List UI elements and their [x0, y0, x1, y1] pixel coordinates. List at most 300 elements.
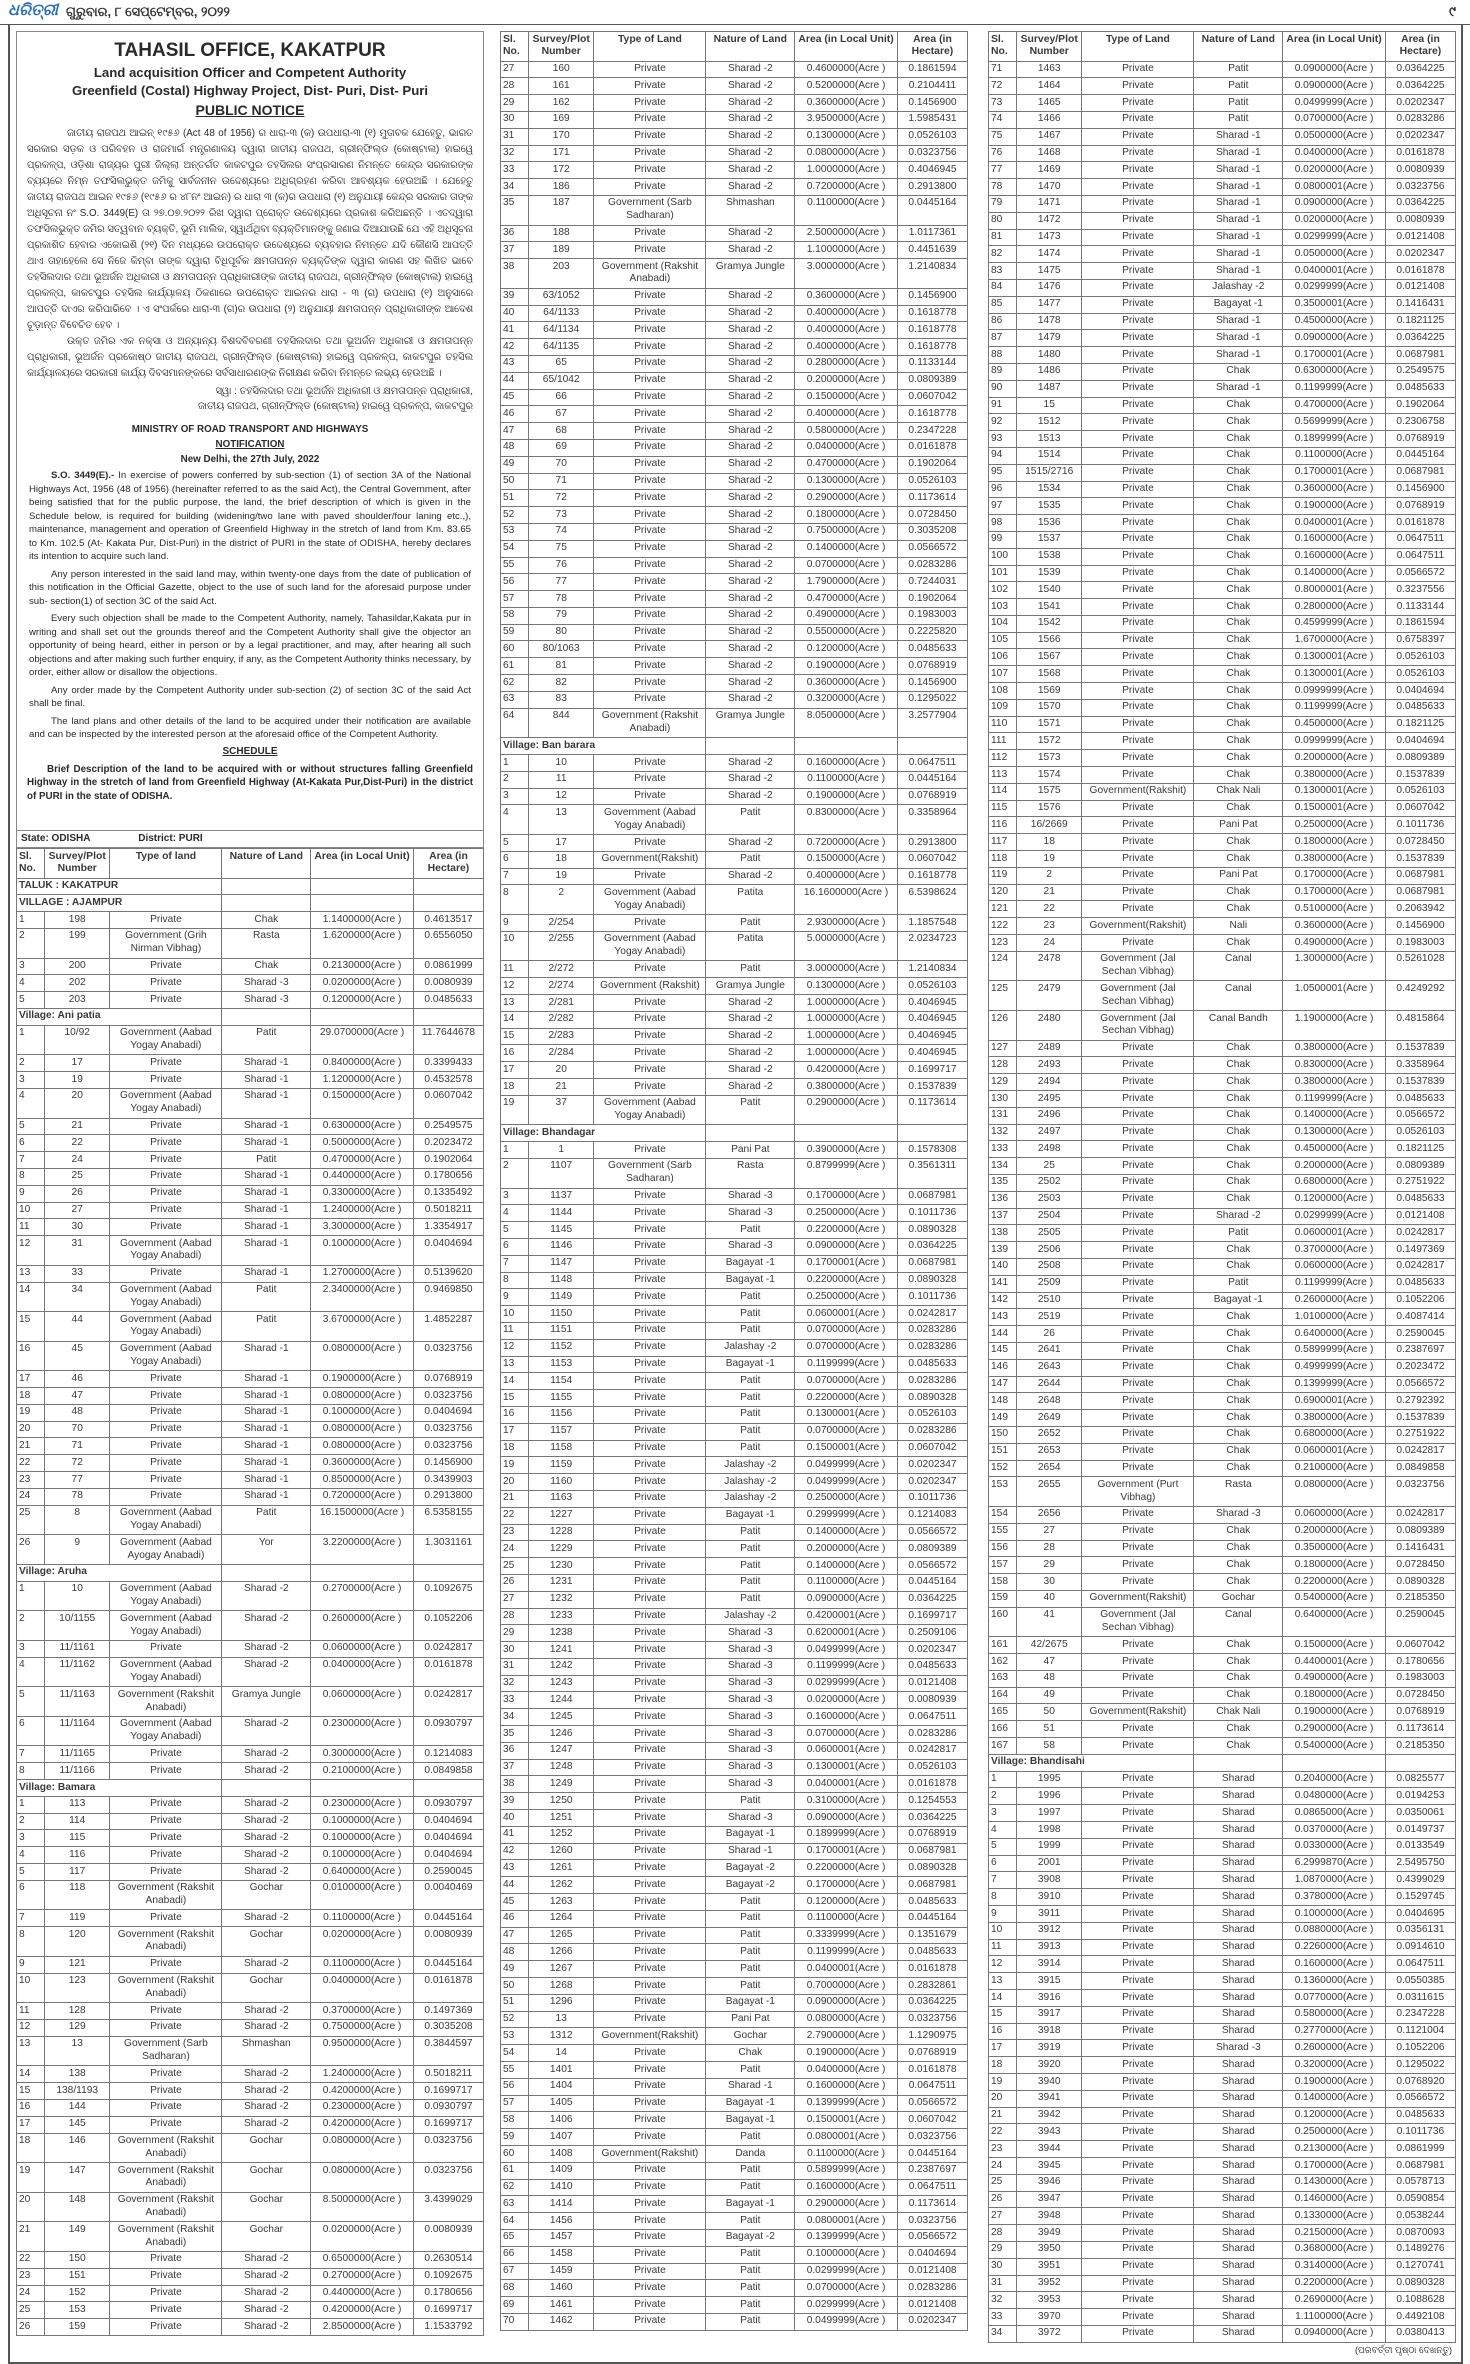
sl-no: 5: [17, 992, 45, 1009]
table-row: [17, 1455, 484, 1472]
sl-no: 46: [501, 1910, 529, 1927]
nature-of-land: Sharad -2: [706, 339, 795, 356]
nature-of-land: Patit: [1194, 61, 1283, 78]
sl-no: 10: [17, 1202, 45, 1219]
empty-cell: [1194, 1754, 1283, 1771]
area-local-unit: 0.2900000(Acre ): [1283, 1721, 1386, 1738]
type-of-land: Private: [1082, 1721, 1194, 1738]
nature-of-land: Sharad -2: [706, 305, 795, 322]
survey-plot-number: 1247: [529, 1742, 594, 1759]
survey-plot-number: 1576: [1017, 800, 1082, 817]
area-local-unit: 0.0299999(Acre ): [1283, 279, 1386, 296]
area-local-unit: 0.1600000(Acre ): [795, 1709, 898, 1726]
nature-of-land: Chak: [1194, 851, 1283, 868]
area-local-unit: 0.1700001(Acre ): [1283, 464, 1386, 481]
column-header-nature-of-land: Nature of Land: [1194, 32, 1283, 62]
sl-no: 41: [501, 1826, 529, 1843]
type-of-land: Private: [594, 540, 706, 557]
nature-of-land: Sharad -3: [706, 1776, 795, 1793]
type-of-land: Private: [594, 1356, 706, 1373]
area-hectare: 0.0538244: [1385, 2208, 1455, 2225]
type-of-land: Private: [1082, 1410, 1194, 1427]
area-local-unit: 29.0700000(Acre ): [311, 1025, 414, 1055]
type-of-land: Private: [594, 1490, 706, 1507]
type-of-land: Private: [594, 915, 706, 932]
area-local-unit: 1.1200000(Acre ): [311, 1072, 414, 1089]
column-header-nature-of-land: Nature of Land: [222, 849, 311, 879]
type-of-land: Private: [1082, 1057, 1194, 1074]
area-local-unit: 0.4900000(Acre ): [1283, 935, 1386, 952]
type-of-land: Private: [1082, 1973, 1194, 1990]
column-header-nature-of-land: Nature of Land: [706, 32, 795, 62]
nature-of-land: Bagayat -2: [706, 1877, 795, 1894]
area-hectare: 0.2751922: [1385, 1426, 1455, 1443]
nature-of-land: Chak: [222, 958, 311, 975]
survey-plot-number: 1570: [1017, 699, 1082, 716]
survey-plot-number: 1148: [529, 1272, 594, 1289]
sl-no: 17: [17, 2116, 45, 2133]
area-local-unit: 0.1100000(Acre ): [795, 2146, 898, 2163]
type-of-land: Private: [1082, 1242, 1194, 1259]
empty-cell: [897, 1125, 967, 1142]
sl-no: 25: [17, 1505, 45, 1535]
survey-plot-number: 3913: [1017, 1939, 1082, 1956]
type-of-land: Government (Rakshit Anabadi): [110, 2163, 222, 2193]
area-hectare: 0.1821125: [1385, 1141, 1455, 1158]
area-hectare: 0.2023472: [1385, 1359, 1455, 1376]
area-hectare: 0.0364225: [1385, 61, 1455, 78]
type-of-land: Private: [1082, 380, 1194, 397]
sl-no: 6: [501, 851, 529, 868]
sl-no: 165: [989, 1704, 1017, 1721]
area-hectare: 0.1902064: [897, 591, 967, 608]
table-row: [989, 1460, 1456, 1477]
area-local-unit: 0.1800000(Acre ): [1283, 1557, 1386, 1574]
type-of-land: Private: [1082, 1443, 1194, 1460]
sl-no: 19: [501, 1457, 529, 1474]
table-row: [501, 2162, 968, 2179]
survey-plot-number: 1248: [529, 1759, 594, 1776]
type-of-land: Private: [110, 1135, 222, 1152]
table-row: [989, 1687, 1456, 1704]
sl-no: 41: [501, 322, 529, 339]
survey-plot-number: 17: [529, 835, 594, 852]
table-row: [501, 145, 968, 162]
area-hectare: 0.0768919: [1385, 498, 1455, 515]
sl-no: 148: [989, 1393, 1017, 1410]
area-hectare: 0.0242817: [413, 1640, 483, 1657]
table-row: [989, 2241, 1456, 2258]
area-local-unit: 0.1500000(Acre ): [795, 851, 898, 868]
area-hectare: 0.0768919: [413, 1371, 483, 1388]
type-of-land: Private: [594, 1255, 706, 1272]
nature-of-land: Chak: [1194, 599, 1283, 616]
nature-of-land: Chak: [1194, 1074, 1283, 1091]
nature-of-land: Patit: [706, 1910, 795, 1927]
survey-plot-number: 1514: [1017, 447, 1082, 464]
area-local-unit: 0.0999999(Acre ): [1283, 683, 1386, 700]
area-hectare: 0.0485633: [413, 992, 483, 1009]
nature-of-land: Sharad -1: [1194, 128, 1283, 145]
area-hectare: 0.0323756: [897, 2213, 967, 2230]
survey-plot-number: 1159: [529, 1457, 594, 1474]
area-hectare: 3.2577904: [897, 708, 967, 738]
project-subtitle: Greenfield (Costal) Highway Project, Dist- Puri, Dist- Puri: [71, 83, 429, 98]
area-local-unit: 0.0900000(Acre ): [1283, 61, 1386, 78]
nature-of-land: Sharad -3: [706, 1709, 795, 1726]
area-local-unit: 3.2200000(Acre ): [311, 1535, 414, 1565]
area-hectare: 0.0890328: [897, 1390, 967, 1407]
type-of-land: Private: [1082, 246, 1194, 263]
table-row: [989, 632, 1456, 649]
table-row: [989, 2191, 1456, 2208]
nature-of-land: Sharad -3: [706, 1810, 795, 1827]
area-local-unit: 0.0800000(Acre ): [795, 145, 898, 162]
sl-no: 4: [17, 1088, 45, 1118]
area-local-unit: 1.1900000(Acre ): [1283, 1011, 1386, 1041]
area-hectare: 0.0445164: [897, 1574, 967, 1591]
table-row: [501, 755, 968, 772]
type-of-land: Private: [594, 1322, 706, 1339]
area-local-unit: 0.7000000(Acre ): [795, 1978, 898, 1995]
type-of-land: Private: [594, 523, 706, 540]
nature-of-land: Sharad -1: [222, 1088, 311, 1118]
nature-of-land: Patit: [706, 1222, 795, 1239]
type-of-land: Private: [594, 1692, 706, 1709]
area-local-unit: 0.0400000(Acre ): [311, 1657, 414, 1687]
notification-para-3: Every such objection shall be made to the Competent Authority, namely, Tahasildar,Kakata pur in writing and shall set out the grounds thereof and the Competent Authority shall give the objector an opportunity of being heard, either in person or by a legal practitioner, and may, after hearing all such objections and after making such further enquiry, if any, as the Competent Authority thinks necessary, by order, either allow or disallow the objections.: [29, 613, 471, 678]
sl-no: 3: [501, 1188, 529, 1205]
table-row: [989, 699, 1456, 716]
table-row: [989, 1057, 1456, 1074]
area-local-unit: 0.5800000(Acre ): [795, 423, 898, 440]
type-of-land: Private: [594, 961, 706, 978]
nature-of-land: Patit: [1194, 78, 1283, 95]
area-hectare: 0.0311615: [1385, 1990, 1455, 2007]
sl-no: 12: [989, 1956, 1017, 1973]
nature-of-land: Sharad -2: [222, 2116, 311, 2133]
area-hectare: 0.0080939: [1385, 212, 1455, 229]
sl-no: 7: [17, 1910, 45, 1927]
area-hectare: 0.0809389: [897, 1541, 967, 1558]
area-hectare: 0.1011736: [897, 1205, 967, 1222]
area-local-unit: 0.0900000(Acre ): [795, 1591, 898, 1608]
area-hectare: 0.0149737: [1385, 1822, 1455, 1839]
area-local-unit: 0.1300001(Acre ): [795, 1406, 898, 1423]
area-local-unit: 0.1200000(Acre ): [311, 992, 414, 1009]
area-hectare: 0.1497369: [1385, 1242, 1455, 1259]
nature-of-land: Sharad -1: [1194, 179, 1283, 196]
area-hectare: 0.0080939: [413, 1927, 483, 1957]
nature-of-land: Sharad: [1194, 1906, 1283, 1923]
sl-no: 160: [989, 1607, 1017, 1637]
area-hectare: 2.0234723: [897, 931, 967, 961]
area-hectare: 0.0242817: [1385, 1506, 1455, 1523]
nature-of-land: Sharad -1: [222, 1202, 311, 1219]
area-local-unit: 0.0700000(Acre ): [795, 1322, 898, 1339]
table-row: [501, 1877, 968, 1894]
survey-plot-number: 1473: [1017, 229, 1082, 246]
table-row: [501, 1793, 968, 1810]
type-of-land: Private: [594, 771, 706, 788]
type-of-land: Private: [594, 1910, 706, 1927]
type-of-land: Private: [1082, 2023, 1194, 2040]
area-hectare: 0.1456900: [413, 1455, 483, 1472]
area-hectare: 0.1092675: [413, 1581, 483, 1611]
area-local-unit: 0.5400000(Acre ): [1283, 1738, 1386, 1755]
type-of-land: Government (Jal Sechan Vibhag): [1082, 951, 1194, 981]
area-local-unit: 0.3339999(Acre ): [795, 1927, 898, 1944]
area-hectare: 0.0283286: [897, 2280, 967, 2297]
sl-no: 111: [989, 733, 1017, 750]
nature-of-land: Sharad -1: [1194, 380, 1283, 397]
survey-plot-number: 1537: [1017, 531, 1082, 548]
type-of-land: Private: [110, 1864, 222, 1881]
area-hectare: 0.0687981: [1385, 464, 1455, 481]
nature-of-land: Chak: [1194, 1242, 1283, 1259]
sl-no: 24: [17, 1488, 45, 1505]
type-of-land: Government (Aabad Yogay Anabadi): [110, 1611, 222, 1641]
table-row: [989, 2325, 1456, 2342]
table-row: [501, 931, 968, 961]
area-local-unit: 0.1900000(Acre ): [795, 658, 898, 675]
area-hectare: 0.0768919: [1385, 431, 1455, 448]
nature-of-land: Chak: [1194, 649, 1283, 666]
area-local-unit: 1.7900000(Acre ): [795, 574, 898, 591]
table-row: [501, 2146, 968, 2163]
nature-of-land: Patit: [706, 2297, 795, 2314]
nature-of-land: Chak: [1194, 464, 1283, 481]
area-local-unit: 0.3600000(Acre ): [795, 95, 898, 112]
sl-no: 19: [17, 2163, 45, 2193]
nature-of-land: Patit: [706, 2162, 795, 2179]
nature-of-land: Sharad: [1194, 1990, 1283, 2007]
nature-of-land: Sharad -2: [706, 868, 795, 885]
table-row: [989, 1738, 1456, 1755]
area-local-unit: 0.2130000(Acre ): [1283, 2141, 1386, 2158]
area-local-unit: 0.1899999(Acre ): [1283, 431, 1386, 448]
area-hectare: 1.2140834: [897, 259, 967, 289]
survey-plot-number: 22: [45, 1135, 110, 1152]
sl-no: 5: [501, 835, 529, 852]
nature-of-land: Patit: [706, 1591, 795, 1608]
nature-of-land: Sharad: [1194, 2225, 1283, 2242]
nature-of-land: Sharad -2: [222, 2003, 311, 2020]
sl-no: 97: [989, 498, 1017, 515]
area-local-unit: 0.1000000(Acre ): [311, 1813, 414, 1830]
public-notice-heading: PUBLIC NOTICE: [195, 102, 305, 118]
empty-cell: [311, 878, 414, 895]
survey-plot-number: 1: [529, 1142, 594, 1159]
table-row: [501, 1457, 968, 1474]
survey-plot-number: 172: [529, 162, 594, 179]
nature-of-land: Sharad -2: [706, 675, 795, 692]
table-row: [989, 1990, 1456, 2007]
survey-plot-number: 199: [45, 928, 110, 958]
area-local-unit: 0.1300000(Acre ): [795, 978, 898, 995]
sl-no: 9: [501, 1289, 529, 1306]
sl-no: 12: [501, 978, 529, 995]
nature-of-land: Gramya Jungle: [706, 978, 795, 995]
table-row: [501, 978, 968, 995]
sl-no: 5: [17, 1864, 45, 1881]
area-local-unit: 0.2200000(Acre ): [795, 1272, 898, 1289]
nature-of-land: Jalashay -2: [706, 1490, 795, 1507]
survey-plot-number: 3940: [1017, 2074, 1082, 2091]
type-of-land: Private: [110, 1421, 222, 1438]
area-local-unit: 0.1400000(Acre ): [795, 540, 898, 557]
sl-no: 122: [989, 918, 1017, 935]
area-hectare: 0.1699717: [413, 2083, 483, 2100]
sl-no: 128: [989, 1057, 1017, 1074]
table-row: [17, 1910, 484, 1927]
table-row: [501, 641, 968, 658]
sl-no: 1: [17, 1581, 45, 1611]
table-row: [501, 439, 968, 456]
nature-of-land: Patit: [706, 1306, 795, 1323]
area-hectare: 0.1052206: [1385, 1292, 1455, 1309]
table-row: [501, 339, 968, 356]
sl-no: 109: [989, 699, 1017, 716]
empty-cell: [311, 1780, 414, 1797]
area-local-unit: 0.6300000(Acre ): [311, 1118, 414, 1135]
sl-no: 32: [501, 1675, 529, 1692]
sl-no: 3: [17, 1830, 45, 1847]
area-hectare: 0.0202347: [897, 1642, 967, 1659]
survey-plot-number: 1251: [529, 1810, 594, 1827]
table-row: [501, 851, 968, 868]
sl-no: 58: [501, 2112, 529, 2129]
nature-of-land: Sharad -1: [706, 2078, 795, 2095]
area-hectare: 0.4399029: [1385, 1872, 1455, 1889]
village-name: TALUK : KAKATPUR: [17, 878, 222, 895]
type-of-land: Private: [1082, 1771, 1194, 1788]
table-row: [501, 2229, 968, 2246]
area-local-unit: 0.0940000(Acre ): [1283, 2325, 1386, 2342]
area-hectare: 0.0161878: [1385, 145, 1455, 162]
column-header-area-hectare: Area (in Hectare): [897, 32, 967, 62]
type-of-land: Government(Rakshit): [594, 2028, 706, 2045]
area-local-unit: 0.1500001(Acre ): [795, 1440, 898, 1457]
type-of-land: Private: [1082, 1174, 1194, 1191]
area-local-unit: 0.4200001(Acre ): [795, 1608, 898, 1625]
type-of-land: Private: [110, 912, 222, 929]
empty-cell: [795, 738, 898, 755]
area-local-unit: 0.4200000(Acre ): [311, 2116, 414, 2133]
area-hectare: 0.4613517: [413, 912, 483, 929]
table-row: [501, 1541, 968, 1558]
type-of-land: Government (Aabad Yogay Anabadi): [594, 1095, 706, 1125]
survey-plot-number: 9: [45, 1535, 110, 1565]
table-row: [501, 1658, 968, 1675]
sl-no: 11: [17, 1219, 45, 1236]
table-row: [501, 2263, 968, 2280]
area-hectare: 0.0161878: [897, 439, 967, 456]
table-row: [501, 1322, 968, 1339]
type-of-land: Private: [1082, 1124, 1194, 1141]
survey-plot-number: 203: [45, 992, 110, 1009]
table-row: [17, 2116, 484, 2133]
survey-plot-number: 1512: [1017, 414, 1082, 431]
sl-no: 16: [989, 2023, 1017, 2040]
schedule-heading: SCHEDULE: [222, 745, 278, 757]
area-hectare: 0.3237556: [1385, 582, 1455, 599]
table-row: [989, 128, 1456, 145]
nature-of-land: Chak: [1194, 498, 1283, 515]
area-hectare: 0.1456900: [897, 288, 967, 305]
nature-of-land: Sharad -1: [222, 1072, 311, 1089]
survey-plot-number: 1470: [1017, 179, 1082, 196]
table-row: [17, 975, 484, 992]
area-local-unit: 0.4500000(Acre ): [1283, 716, 1386, 733]
nature-of-land: Sharad -1: [222, 1388, 311, 1405]
type-of-land: Private: [594, 305, 706, 322]
survey-plot-number: 2/272: [529, 961, 594, 978]
area-local-unit: 0.5400000(Acre ): [1283, 1590, 1386, 1607]
table-row: [501, 1625, 968, 1642]
sl-no: 4: [989, 1822, 1017, 1839]
type-of-land: Private: [1082, 767, 1194, 784]
area-hectare: 0.0728450: [897, 507, 967, 524]
area-local-unit: 0.6200001(Acre ): [795, 1625, 898, 1642]
sl-no: 20: [17, 2192, 45, 2222]
nature-of-land: Sharad -2: [222, 1830, 311, 1847]
survey-plot-number: 10/92: [45, 1025, 110, 1055]
survey-plot-number: 19: [529, 868, 594, 885]
area-hectare: 0.1902064: [897, 456, 967, 473]
table-row: [989, 1922, 1456, 1939]
nature-of-land: Sharad -1: [1194, 313, 1283, 330]
sl-no: 89: [989, 363, 1017, 380]
sl-no: 94: [989, 447, 1017, 464]
sl-no: 50: [501, 1978, 529, 1995]
table-row: [501, 389, 968, 406]
area-hectare: 0.2185350: [1385, 1590, 1455, 1607]
area-hectare: 1.1290975: [897, 2028, 967, 2045]
survey-plot-number: 48: [45, 1404, 110, 1421]
table-row: [989, 229, 1456, 246]
sl-no: 140: [989, 1258, 1017, 1275]
area-local-unit: 0.4700000(Acre ): [795, 456, 898, 473]
survey-plot-number: 1566: [1017, 632, 1082, 649]
sl-no: 38: [501, 1776, 529, 1793]
sl-no: 44: [501, 1877, 529, 1894]
sl-no: 137: [989, 1208, 1017, 1225]
survey-plot-number: 2/282: [529, 1011, 594, 1028]
table-row: [501, 788, 968, 805]
type-of-land: Private: [1082, 162, 1194, 179]
table-row: [501, 423, 968, 440]
nature-of-land: Jalashay -2: [706, 1457, 795, 1474]
table-row: [501, 1142, 968, 1159]
type-of-land: Private: [1082, 666, 1194, 683]
nature-of-land: Sharad: [1194, 1855, 1283, 1872]
area-local-unit: 0.0299999(Acre ): [795, 2263, 898, 2280]
type-of-land: Private: [1082, 78, 1194, 95]
area-hectare: 0.0526103: [897, 1759, 967, 1776]
table-row: [989, 901, 1456, 918]
sl-no: 151: [989, 1443, 1017, 1460]
table-row: [501, 523, 968, 540]
table-row: [989, 2292, 1456, 2309]
village-header-row: [17, 1564, 484, 1581]
survey-plot-number: 76: [529, 557, 594, 574]
type-of-land: Private: [1082, 1376, 1194, 1393]
nature-of-land: Sharad -3: [706, 1726, 795, 1743]
survey-plot-number: 1477: [1017, 296, 1082, 313]
type-of-land: Government(Rakshit): [1082, 1704, 1194, 1721]
nature-of-land: Sharad -2: [706, 835, 795, 852]
